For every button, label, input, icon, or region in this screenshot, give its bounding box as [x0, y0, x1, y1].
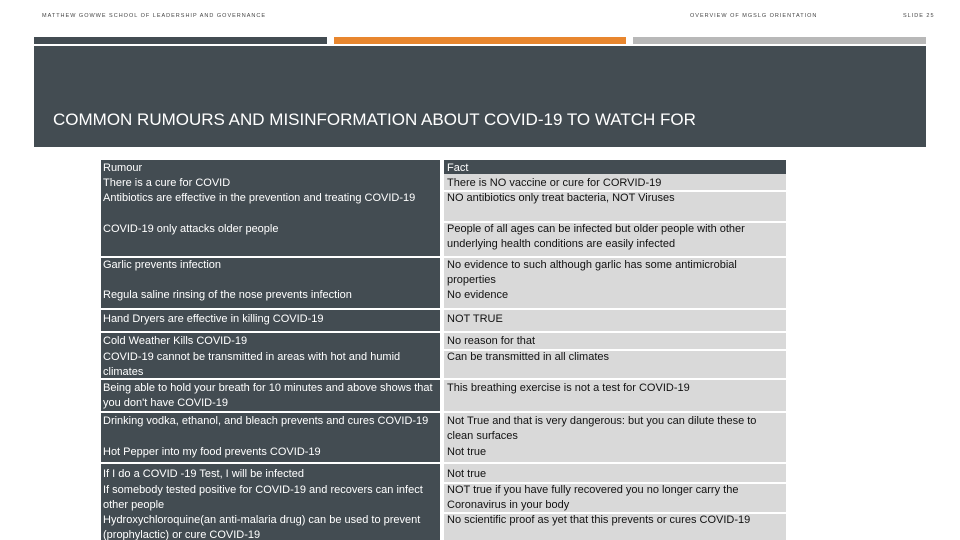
row-divider [444, 331, 786, 333]
accent-bar-dark [34, 37, 327, 44]
rumour-cell: There is a cure for COVID [103, 177, 231, 189]
row-divider [444, 308, 786, 310]
row-divider [101, 308, 440, 310]
fact-cell: There is NO vaccine or cure for CORVID-19 [447, 177, 662, 189]
fact-header: Fact [447, 162, 469, 174]
fact-cell: NOT TRUE [447, 313, 503, 325]
fact-cell: No scientific proof as yet that this prevents or cures COVID-19 [447, 514, 751, 526]
header-section: OVERVIEW OF MGSLG ORIENTATION [690, 13, 818, 19]
rumour-cell: If I do a COVID -19 Test, I will be infected [103, 468, 304, 480]
title-band [34, 46, 926, 147]
rumour-cell: Hydroxychloroquine(an anti-malaria drug) can be used to prevent (prophylactic) or cure COVID-19 [103, 514, 421, 540]
rumour-cell: Being able to hold your breath for 10 minutes and above shows that you don't have COVID-19 [103, 382, 433, 409]
slide-number: SLIDE 25 [903, 13, 935, 19]
fact-cell: Not true [447, 446, 487, 458]
fact-cell: No evidence [447, 289, 509, 301]
rumour-header: Rumour [103, 162, 143, 174]
fact-cell: No evidence to such although garlic has some antimicrobial properties [447, 259, 737, 286]
rumour-cell: Antibiotics are effective in the prevention and treating COVID-19 [103, 192, 416, 204]
row-divider [444, 411, 786, 413]
rumour-cell: Regula saline rinsing of the nose prevents infection [103, 289, 352, 301]
rumour-cell: If somebody tested positive for COVID-19 and recovers can infect other people [103, 484, 423, 511]
fact-cell: Not true [447, 468, 487, 480]
row-divider [444, 378, 786, 380]
fact-cell: No reason for that [447, 335, 536, 347]
row-divider [101, 331, 440, 333]
row-divider [101, 462, 440, 464]
row-divider [444, 462, 786, 464]
fact-cell: This breathing exercise is not a test for COVID-19 [447, 382, 690, 394]
rumour-cell: Cold Weather Kills COVID-19 [103, 335, 248, 347]
accent-bar-orange [334, 37, 626, 44]
rumour-cell: Hot Pepper into my food prevents COVID-19 [103, 446, 321, 458]
fact-cell: Not True and that is very dangerous: but you can dilute these to clean surfaces [447, 415, 757, 442]
rumour-cell: COVID-19 only attacks older people [103, 223, 279, 235]
fact-cell: NOT true if you have fully recovered you no longer carry the Coronavirus in your body [447, 484, 739, 511]
rumour-cell: Garlic prevents infection [103, 259, 221, 271]
fact-cell: People of all ages can be infected but older people with other underlying health conditions are easily infected [447, 223, 745, 250]
fact-cell: Can be transmitted in all climates [447, 351, 610, 363]
rumour-cell: Drinking vodka, ethanol, and bleach prevents and cures COVID-19 [103, 415, 429, 427]
rumour-cell: Hand Dryers are effective in killing COVID-19 [103, 313, 324, 325]
fact-cell: NO antibiotics only treat bacteria, NOT Viruses [447, 192, 675, 204]
slide-title: COMMON RUMOURS AND MISINFORMATION ABOUT COVID-19 TO WATCH FOR [53, 110, 696, 129]
row-divider [101, 411, 440, 413]
accent-bar-gray [633, 37, 926, 44]
header-school: MATTHEW GOWWE SCHOOL OF LEADERSHIP AND GOVERNANCE [42, 13, 267, 19]
rumour-cell: COVID-19 cannot be transmitted in areas with hot and humid climates [103, 351, 401, 378]
